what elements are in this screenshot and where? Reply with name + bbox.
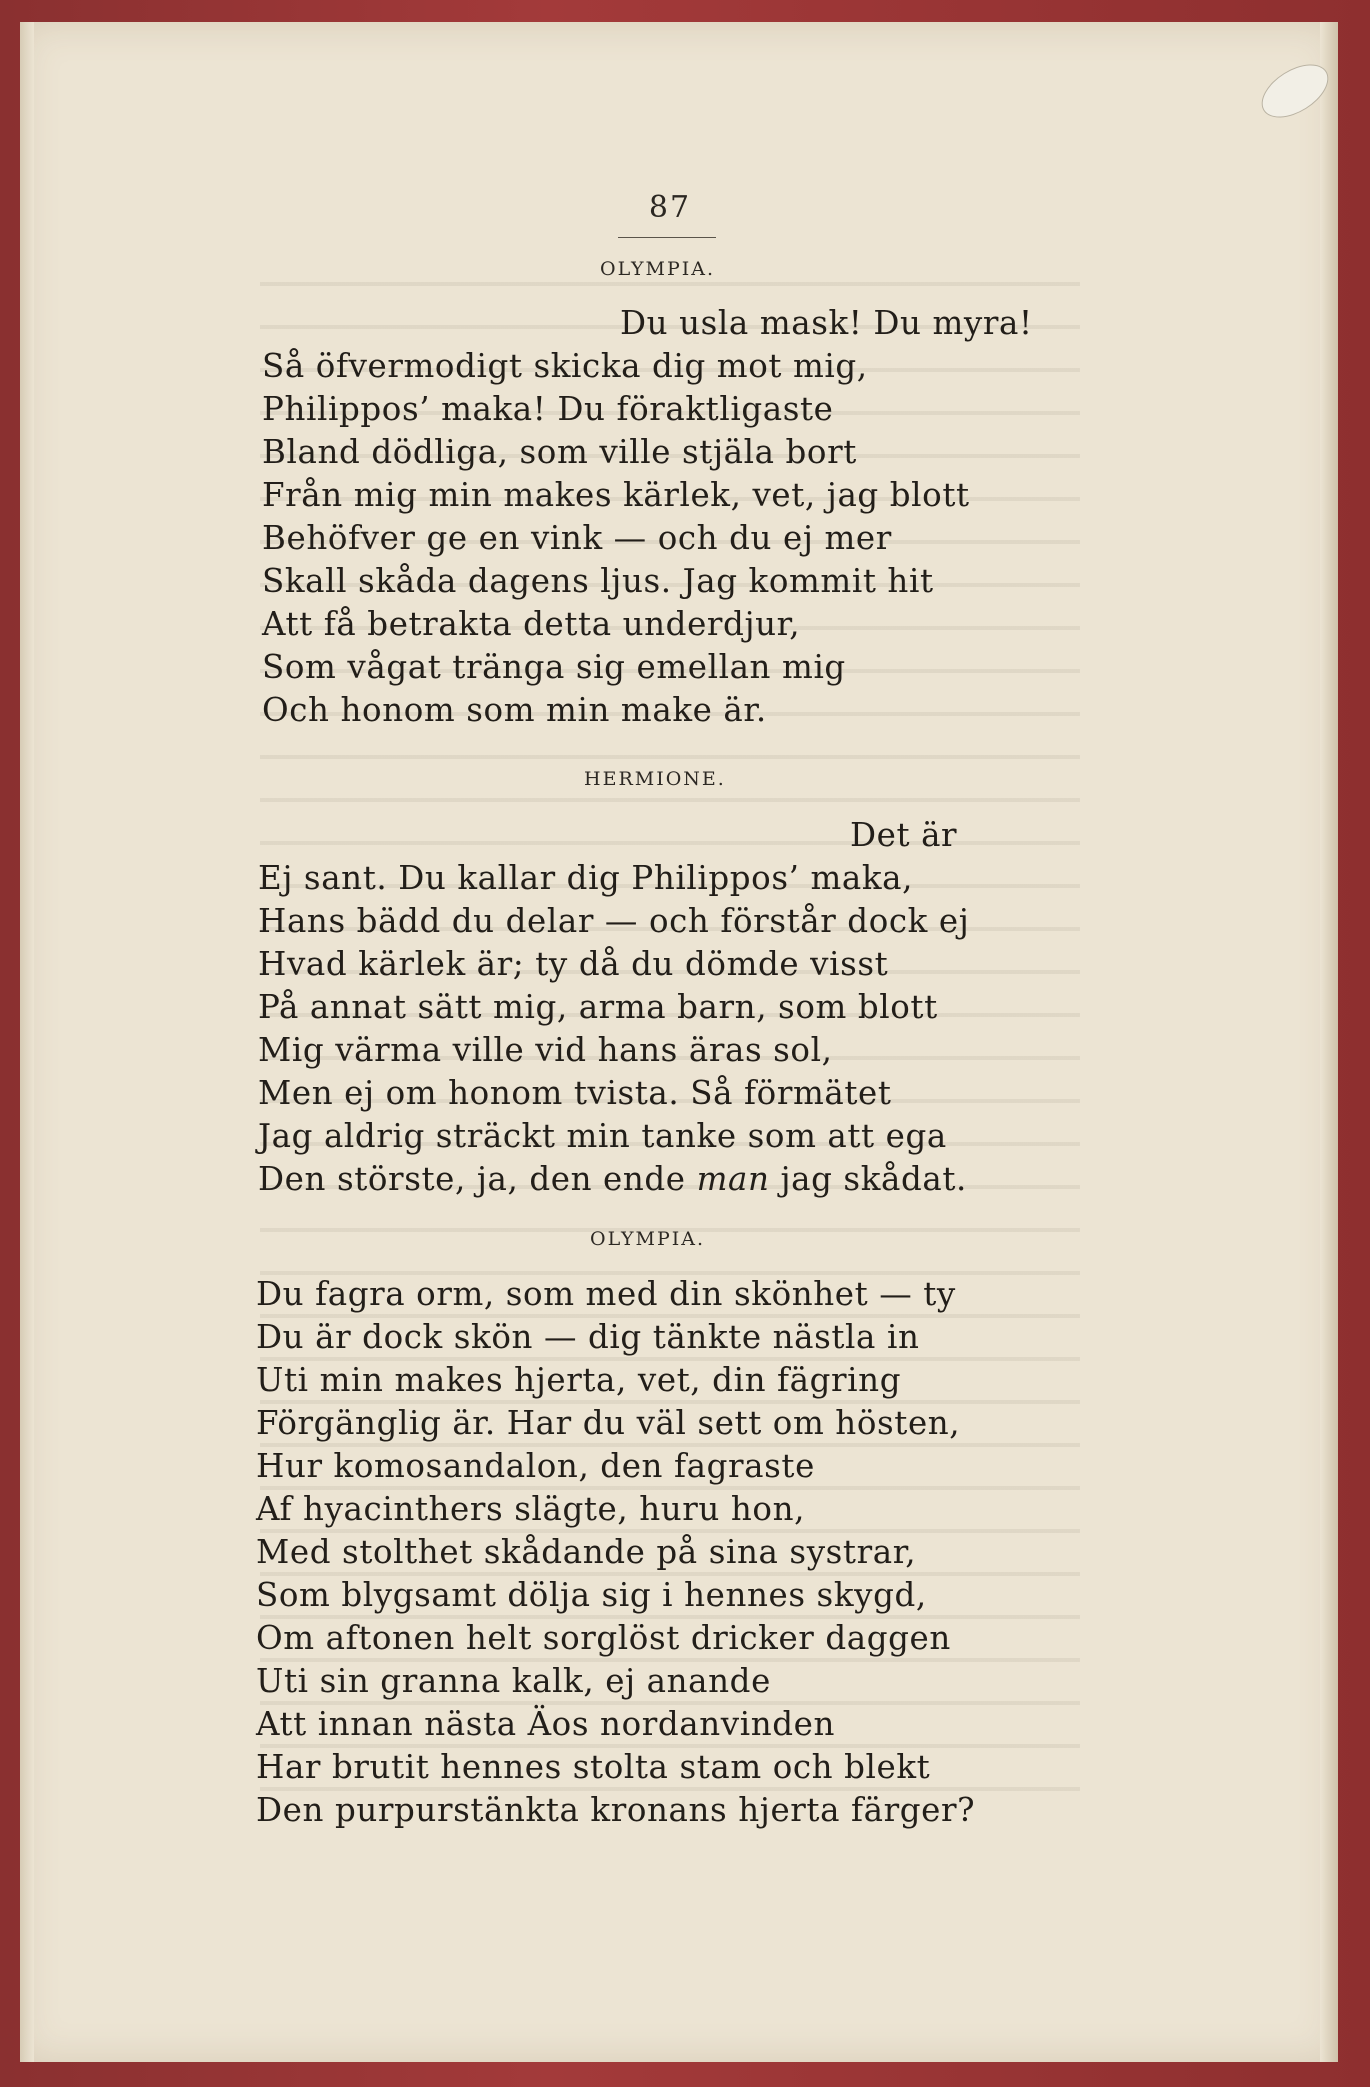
verse-line: Men ej om honom tvista. Så förmätet <box>258 1074 892 1112</box>
verse-line: På annat sätt mig, arma barn, som blott <box>258 988 938 1026</box>
verse-line: Bland dödliga, som ville stjäla bort <box>262 433 857 471</box>
verse-line: Af hyacinthers slägte, huru hon, <box>256 1490 806 1528</box>
verse-line: Med stolthet skådande på sina systrar, <box>256 1533 917 1571</box>
verse-line: Du usla mask! Du myra! <box>620 304 1033 342</box>
italic-word: man <box>696 1160 770 1198</box>
verse-line: Från mig min makes kärlek, vet, jag blott <box>262 476 970 514</box>
verse-line: Så öfvermodigt skicka dig mot mig, <box>262 347 868 385</box>
speaker-name: OLYMPIA. <box>590 1228 706 1250</box>
page-number: 87 <box>648 190 692 225</box>
verse-line: Du är dock skön — dig tänkte nästla in <box>256 1318 920 1356</box>
speaker-name: OLYMPIA. <box>600 258 716 280</box>
verse-line: Philippos’ maka! Du föraktligaste <box>262 390 834 428</box>
verse-line: Och honom som min make är. <box>262 691 767 729</box>
page-fore-edge <box>1320 22 1338 2062</box>
verse-line: Att innan nästa Äos nordanvinden <box>256 1705 836 1743</box>
page-number-rule <box>618 237 716 238</box>
verse-line: Att få betrakta detta underdjur, <box>262 605 801 643</box>
verse-line: Som blygsamt dölja sig i hennes skygd, <box>256 1576 927 1614</box>
verse-line: Hvad kärlek är; ty då du dömde visst <box>258 945 889 983</box>
verse-line: Har brutit hennes stolta stam och blekt <box>256 1748 931 1786</box>
verse-line: Förgänglig är. Har du väl sett om hösten, <box>256 1404 961 1442</box>
verse-line: Uti sin granna kalk, ej anande <box>256 1662 771 1700</box>
book-page <box>20 22 1338 2062</box>
verse-line: Du fagra orm, som med din skönhet — ty <box>256 1275 956 1313</box>
verse-line: Hur komosandalon, den fagraste <box>256 1447 815 1485</box>
verse-line <box>258 1160 967 1198</box>
verse-line: Skall skåda dagens ljus. Jag kommit hit <box>262 562 934 600</box>
page-gutter <box>20 22 34 2062</box>
verse-line: Ej sant. Du kallar dig Philippos’ maka, <box>258 859 914 897</box>
verse-line: Behöfver ge en vink — och du ej mer <box>262 519 892 557</box>
verse-line-text: Den störste, ja, den ende <box>258 1160 697 1198</box>
verse-line: Uti min makes hjerta, vet, din fägring <box>256 1361 902 1399</box>
verse-line: Mig värma ville vid hans äras sol, <box>258 1031 833 1069</box>
speaker-name: HERMIONE. <box>584 768 726 790</box>
verse-line: Som vågat tränga sig emellan mig <box>262 648 846 686</box>
verse-line: Om aftonen helt sorglöst dricker daggen <box>256 1619 951 1657</box>
verse-line: Hans bädd du delar — och förstår dock ej <box>258 902 970 940</box>
verse-line-text: jag skådat. <box>769 1160 967 1198</box>
verse-line: Den purpurstänkta kronans hjerta färger? <box>256 1791 976 1829</box>
verse-line: Jag aldrig sträckt min tanke som att ega <box>258 1117 947 1155</box>
verse-line: Det är <box>850 816 958 854</box>
